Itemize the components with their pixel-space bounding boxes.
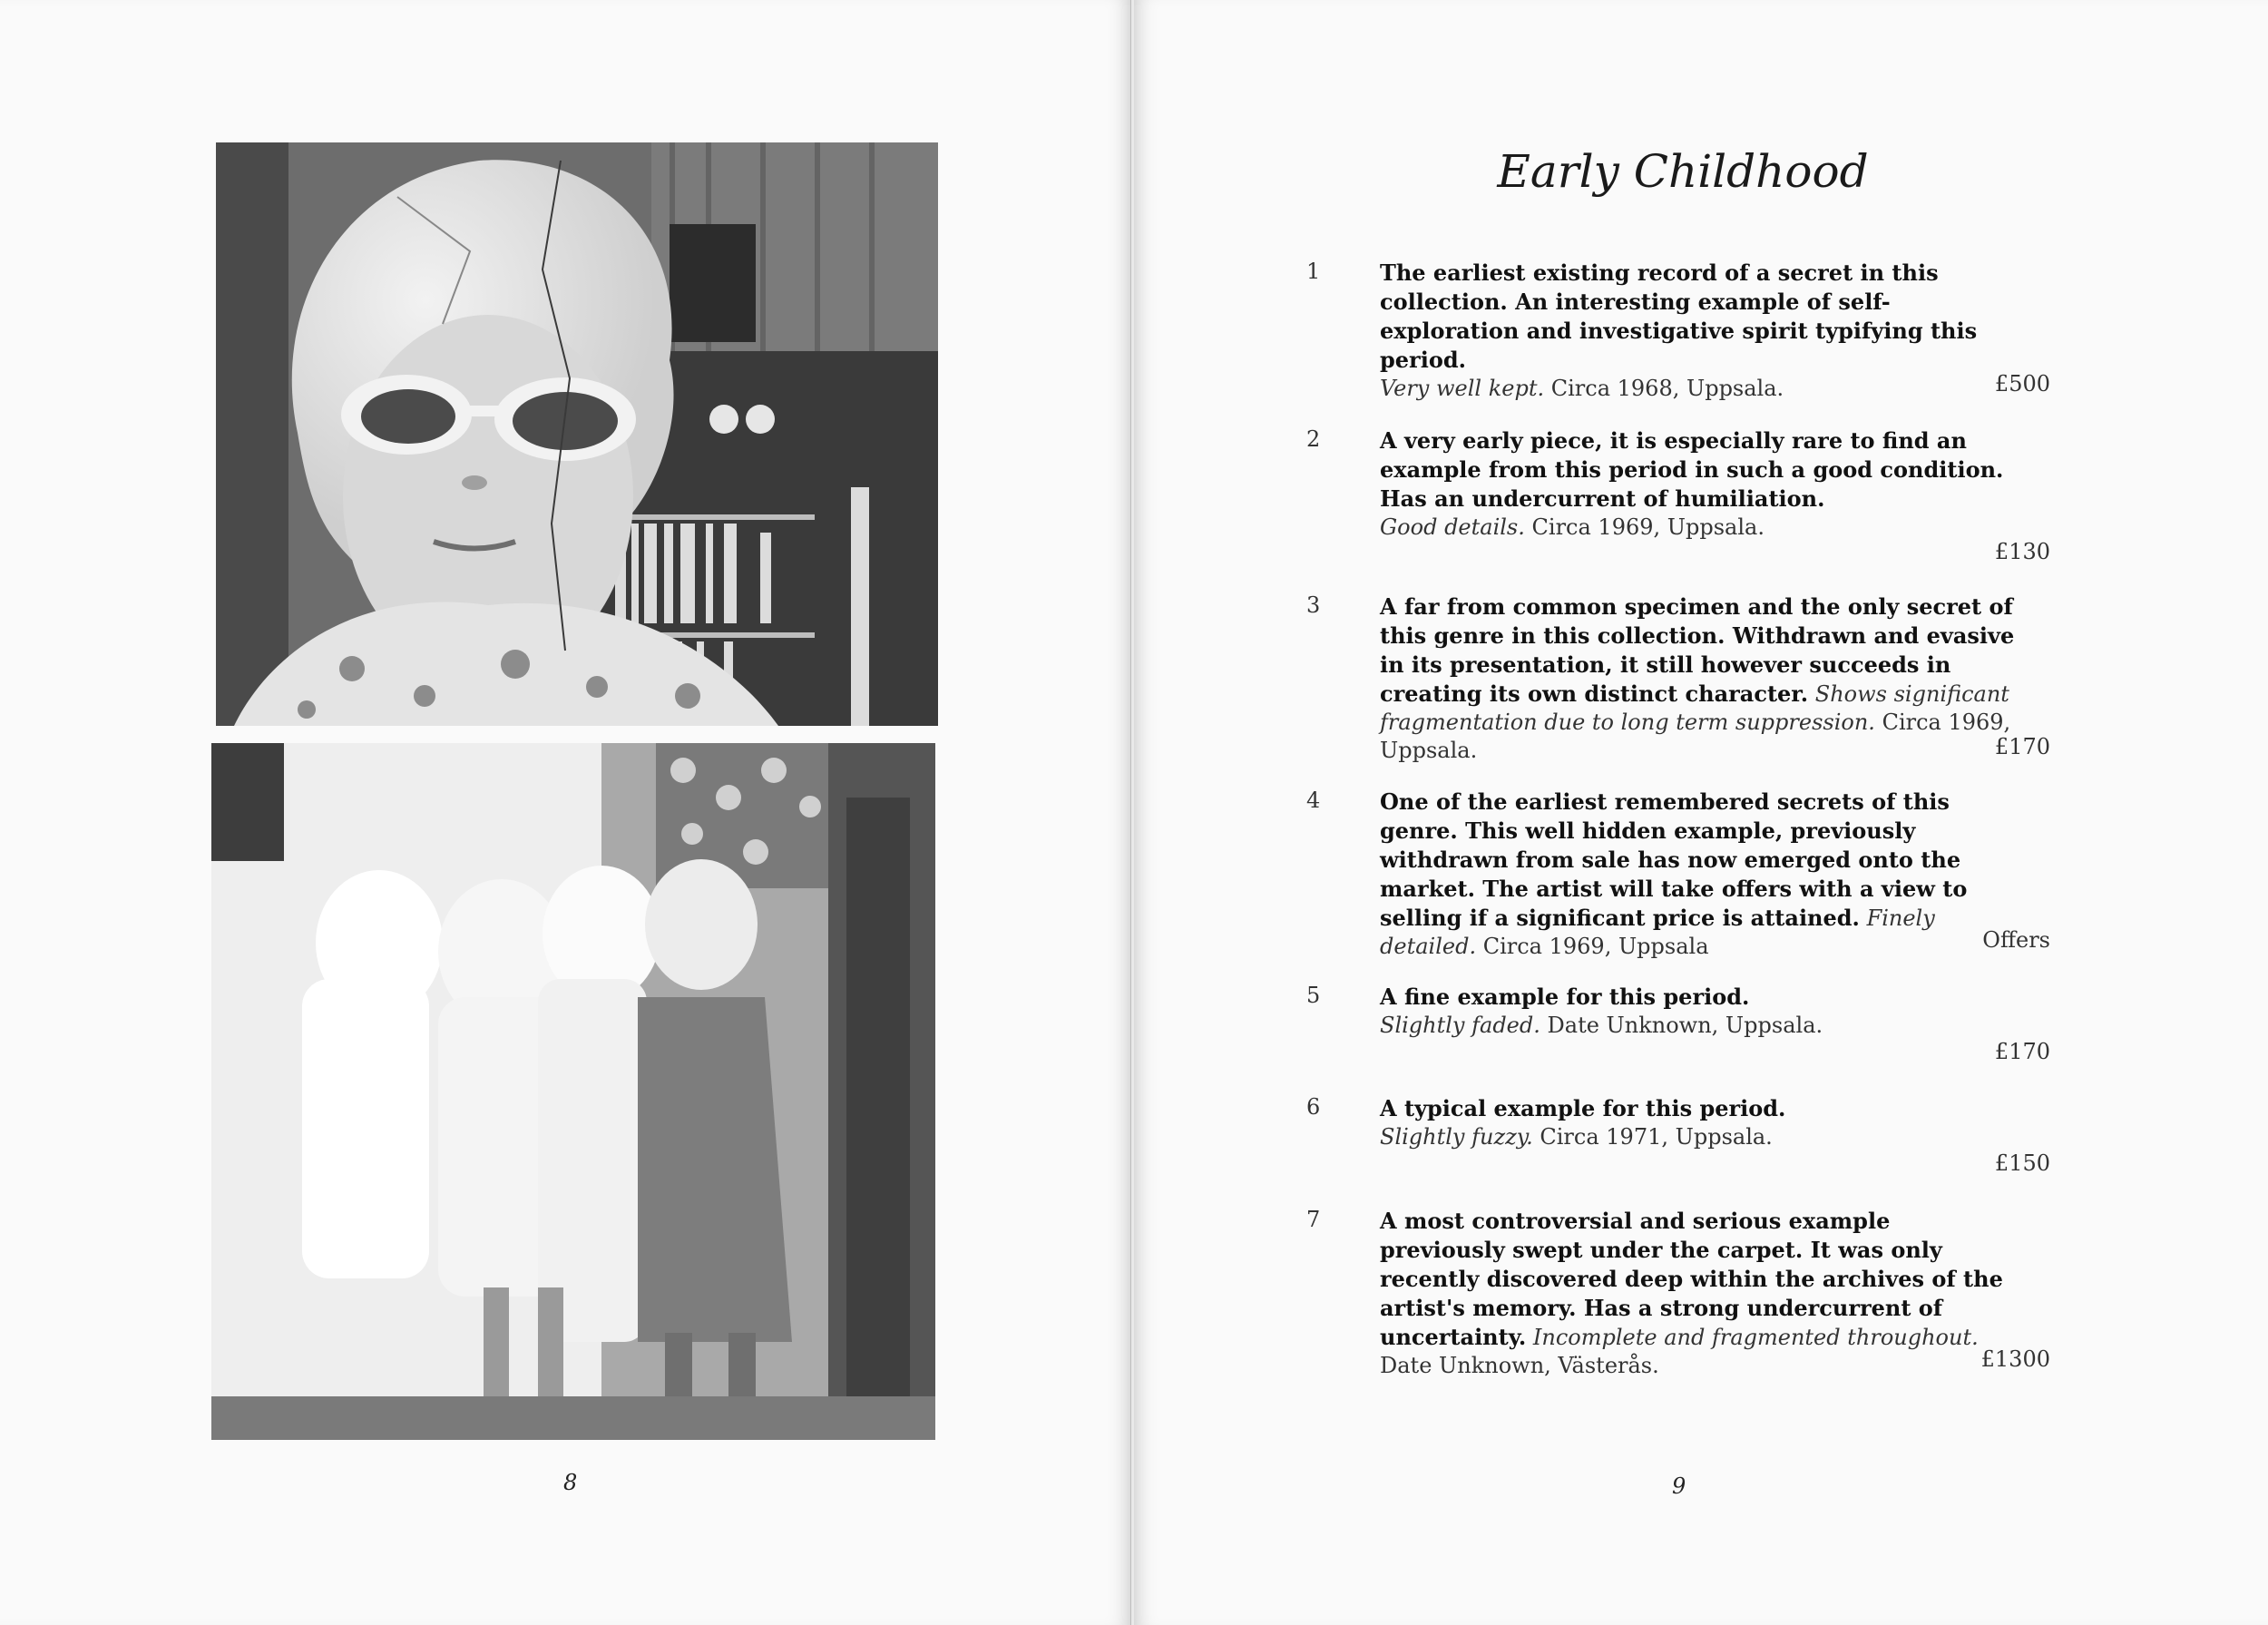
entry-number: 6: [1306, 1094, 1321, 1120]
entry-condition: Slightly faded.: [1380, 1013, 1540, 1038]
entry-date-place: Date Unknown, Västerås.: [1380, 1353, 1659, 1378]
entry-condition: Slightly fuzzy.: [1380, 1124, 1533, 1150]
entry-text: [1380, 592, 2015, 765]
entry-date-place: Circa 1968, Uppsala.: [1550, 376, 1784, 401]
entry-number: 4: [1306, 788, 1321, 813]
entry-number: 2: [1306, 426, 1321, 452]
entry-description: A far from common specimen and the only secret of this genre in this collection. Withdrawn and evasive in its presentation, it still however succeeds in creating its own distinct character.: [1380, 593, 2015, 707]
entry-price: Offers: [1982, 927, 2050, 953]
entry-description: A most controversial and serious example previously swept under the carpet. It was only recently discovered deep within the archives of the artist's memory. Has a strong undercurrent of uncertainty.: [1380, 1208, 2003, 1350]
left-page-number: 8: [563, 1470, 578, 1495]
entry-price: £170: [1994, 1039, 2050, 1064]
entry-description: A typical example for this period.: [1380, 1095, 1786, 1121]
entry-number: 3: [1306, 592, 1321, 618]
photo-child-sunglasses: [216, 142, 938, 726]
entry-date-place: Circa 1971, Uppsala.: [1540, 1124, 1773, 1150]
entry-condition: Finely detailed.: [1380, 905, 1935, 959]
entry-condition: Incomplete and fragmented throughout.: [1532, 1325, 1979, 1350]
entry-price: £150: [1994, 1150, 2050, 1176]
entry-text: [1380, 1207, 2015, 1380]
entry-date-place: Circa 1969, Uppsala.: [1531, 514, 1765, 540]
entry-text: [1380, 426, 2015, 542]
entry-text: [1380, 1094, 2015, 1151]
entry-text: [1380, 983, 2015, 1040]
entry-price: £500: [1994, 371, 2050, 396]
entry-description: The earliest existing record of a secret in this collection. An interesting example of self-exploration and investigative spirit typifying this period.: [1380, 259, 1978, 373]
entry-description: A fine example for this period.: [1380, 984, 1750, 1010]
entry-number: 1: [1306, 259, 1321, 284]
photo-children-standing: [211, 743, 935, 1440]
entry-number: 7: [1306, 1207, 1321, 1232]
entry-condition: Good details.: [1380, 514, 1525, 540]
entry-description: A very early piece, it is especially rare to find an example from this period in such a good condition. Has an undercurrent of humiliation.: [1380, 427, 2004, 512]
entry-condition: Shows significant fragmentation due to long term suppression.: [1380, 681, 2009, 735]
entry-price: £130: [1994, 539, 2050, 564]
right-page-number: 9: [1672, 1473, 1686, 1499]
entry-date-place: Circa 1969, Uppsala.: [1380, 710, 2011, 763]
entry-date-place: Circa 1969, Uppsala: [1482, 934, 1709, 959]
entry-price: £1300: [1980, 1346, 2050, 1372]
entry-number: 5: [1306, 983, 1321, 1008]
entry-text: [1380, 788, 2015, 961]
section-title: Early Childhood: [1497, 145, 1869, 198]
entry-price: £170: [1994, 734, 2050, 759]
entry-description: One of the earliest remembered secrets of this genre. This well hidden example, previously withdrawn from sale has now emerged onto the market. The artist will take offers with a view to selling if a significant price is attained.: [1380, 788, 1968, 931]
entry-date-place: Date Unknown, Uppsala.: [1547, 1013, 1823, 1038]
entry-condition: Very well kept.: [1380, 376, 1545, 401]
entry-text: [1380, 259, 2015, 403]
